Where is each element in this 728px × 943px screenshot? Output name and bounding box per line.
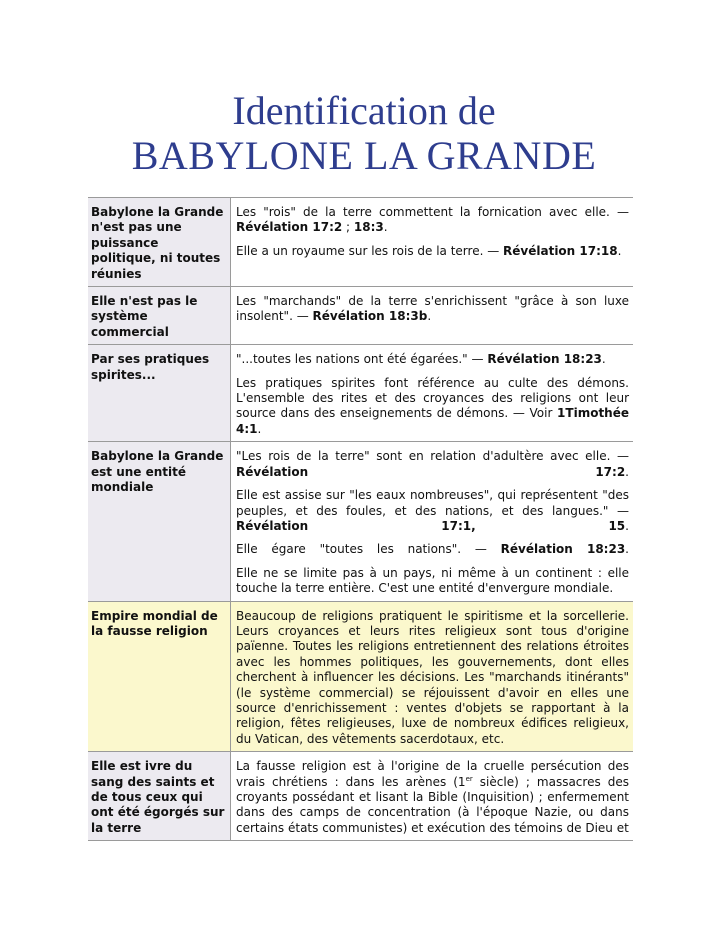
table-row xyxy=(88,601,633,752)
row-label: Babylone la Grande n'est pas une puissance politique, ni toutes réunies xyxy=(88,198,231,287)
bible-reference: Révélation 18:23 xyxy=(500,542,626,557)
bible-reference: 15 xyxy=(608,518,626,533)
paragraph: "...toutes les nations ont été égarées." — Révélation 18:23. xyxy=(236,352,606,367)
row-content xyxy=(231,345,634,442)
bible-reference: Révélation 17:1, xyxy=(236,518,476,533)
bible-reference: Révélation 18:3b xyxy=(312,309,428,324)
table-row xyxy=(88,345,633,442)
paragraph: Les pratiques spirites font référence au culte des démons. L'ensemble des rites et des croyances des religions ont leur source dans des enseignements de démons. — Voir 1Timothée 4:1. xyxy=(236,375,629,436)
bible-reference: Révélation 17:2 xyxy=(236,220,343,235)
row-label: Elle est ivre du sang des saints et de tous ceux qui ont été égorgés sur la terre xyxy=(88,752,231,841)
row-content xyxy=(231,601,634,752)
table-row xyxy=(88,442,633,601)
paragraph: Elle a un royaume sur les rois de la terre. — Révélation 17:18. xyxy=(236,243,622,258)
paragraph: La fausse religion est à l'origine de la cruelle persécution des vrais chrétiens : dans les arènes (1er siècle) ; massacres des croyants possédant et lisant la Bible (Inquisition) ; enfermement dans des camps de concentration (à l'époque Nazie, ou dans certains états communistes) et exécution des témoins de Dieu et xyxy=(236,759,629,835)
bible-reference: 1Timothée 4:1 xyxy=(236,406,629,436)
title-line-2: BABYLONE LA GRANDE xyxy=(131,133,597,178)
paragraph: "Les rois de la terre" sont en relation d'adultère avec elle. — Révélation 17:2. xyxy=(236,449,629,479)
row-content xyxy=(231,442,634,601)
row-label: Empire mondial de la fausse religion xyxy=(88,601,231,752)
row-label: Par ses pratiques spirites... xyxy=(88,345,231,442)
bible-reference: 18:3 xyxy=(353,220,384,235)
bible-reference: Révélation 17:18 xyxy=(503,243,618,258)
paragraph: Elle égare "toutes les nations". — Révélation 18:23. xyxy=(236,542,629,557)
bible-reference: Révélation 18:23 xyxy=(487,352,602,367)
table-row xyxy=(88,287,633,345)
table-row xyxy=(88,752,633,841)
paragraph: Les "marchands" de la terre s'enrichissent "grâce à son luxe insolent". — Révélation 18:3b. xyxy=(236,294,629,324)
paragraph: Elle ne se limite pas à un pays, ni même à un continent : elle touche la terre entière. C'est une entité d'envergure mondiale. xyxy=(236,565,629,596)
paragraph: Elle est assise sur "les eaux nombreuses", qui représentent "des peuples, et des foules, et des nations, et des langues." — Révélation 17:1, 15. xyxy=(236,488,629,533)
row-content xyxy=(231,752,634,841)
paragraph: Beaucoup de religions pratiquent le spiritisme et la sorcellerie. Leurs croyances et leurs rites religieux sont tous d'origine païenne. Toutes les religions entretiennent des relations étroites avec les hommes politiques, les gouvernements, dont elles cherchent à influencer les décisions. Les "marchands itinérants" (le système commercial) se réjouissent d'avoir en elles une source d'enrichissement : ventes d'objets se rapportant à la religion, fêtes religieuses, luxe de nombreux édifices religieux, du Vatican, des vêtements sacerdotaux, etc. xyxy=(236,608,629,746)
row-content xyxy=(231,198,634,287)
bible-reference: Révélation 17:2 xyxy=(236,464,626,479)
title-line-1: Identification de xyxy=(232,88,496,133)
paragraph: Les "rois" de la terre commettent la fornication avec elle. — Révélation 17:2 ; 18:3. xyxy=(236,205,629,235)
superscript: er xyxy=(465,774,473,783)
row-content xyxy=(231,287,634,345)
page-title xyxy=(0,88,728,178)
row-label: Babylone la Grande est une entité mondiale xyxy=(88,442,231,601)
row-label: Elle n'est pas le système commercial xyxy=(88,287,231,345)
identification-table xyxy=(88,197,633,841)
table-row xyxy=(88,198,633,287)
